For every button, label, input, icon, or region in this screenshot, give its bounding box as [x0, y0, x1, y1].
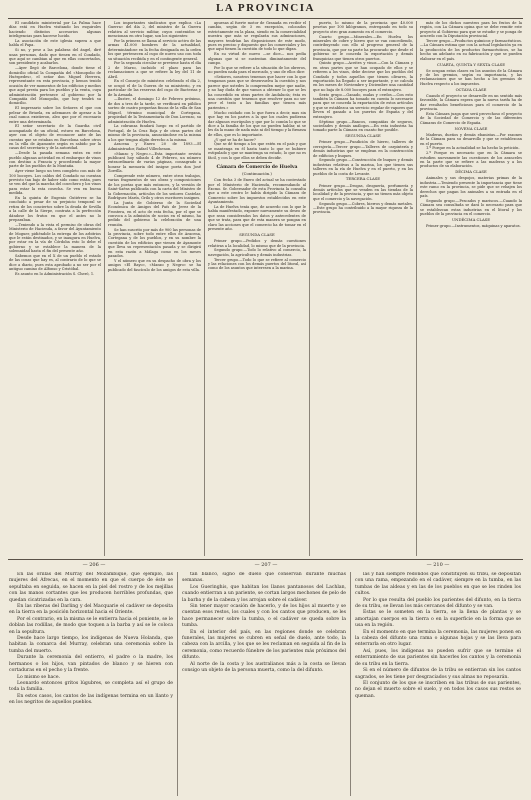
article-paragraph: En el Consejo de ministros celebrado el día 2, se ocupó el de la Guerra de su ministerio, y en particular de las reservas del cupo de Bacterias y de la Armada. — [108, 79, 201, 97]
article-paragraph: Séptimo grupo.—Bancos, compañías de seguros, sociedades y demás análogos.—En esta industria ha tomado parte la Cámara en cuanto fue posible. — [313, 119, 413, 133]
article-paragraph: En las riberas del Darling y del Macquarie el cadáver se deposita en la tierra en la posición horizontal hacia el Oriente. — [9, 604, 173, 616]
article-paragraph: Animales y sus despojos, materias primas de la industria.—Teniendo presente la importancia que tiene este ramo en la provincia, se pide que se rebajen los derechos que pagan los animales a su entrada en el país. — [420, 176, 522, 198]
article-paragraph: Por lo que resulta del pueblo los parientes del difunto, en la tierra de su tribu, se llevan los más cercanos del difunto y se van. — [355, 597, 521, 610]
article-paragraph: Segundo grupo.—Todo lo relativo al comercio, la navegación, la agricultura y demás industrias. — [208, 248, 306, 257]
article-title: Cámara de Comercio de Huelva — [216, 164, 298, 170]
article-paragraph: 2.º Porque es necesario que en la Cámara se estudien nuevamente las cuestiones de los aranceles en la parte que se refiere a las maderas y a los productos de su elaboración. — [420, 151, 522, 169]
article-paragraph: Segundo grupo.—Cobres, hierros y demás metales.—Este grupo ha contribuido a la mayor riqueza de la provincia. — [313, 201, 413, 215]
section-rule — [8, 559, 523, 560]
article-paragraph: En estos casos, los cantos de las indígenas termina en un llanto y en los negritos de aquellos pueblos. — [9, 693, 173, 706]
article-paragraph: En su virtud de nuevo —se dice— nos pedía algunas que si se sustentan diminutamente del campo. — [208, 52, 306, 66]
article-paragraph: En las orillas del Murray del Mozambique, que ejemplo, las mujeres del Afrecas, en el momento en que el cuerpo de éste se sepultaba en seguida, se hacen en la piel del rostro y de los mejillas con las manos cortantes que les producen horribles profundas, que quedan cicatrizadas en la cara. — [9, 572, 173, 603]
bottom-column-2 — [182, 572, 346, 796]
article-paragraph: Sexto grupo.—Ganado, mulas y cerdos.—Con esto también la Cámara ha tomado en cuenta lo necesario para que se conceda la exportación de estos artículos y que se establezca un servicio regular de vapores que lleven el ganado a los puertos de España y del extranjero. — [313, 92, 413, 119]
article-paragraph: El señor secretario de la Guardia civil acompañado de un oficial, estuvo en Barcelona, ayer con el objeto de reconocer ante de las cuentas que se estaban en Barcelona sobre otros en la villa de Ayamonte según es sabido por la casas del secretario y de la autoridad. — [9, 124, 101, 151]
article-paragraph: Primer grupo.—Instrumentos, máquinas y aparatos. — [426, 223, 521, 228]
article-paragraph: Estas se le someten en la tierra, se la llena de plantas y se amortajan cuerpos en la tierra o en la superficie en la forma que se usa en la región. — [355, 610, 521, 629]
article-paragraph: Primer grupo.—Fundición de hierro, talleres de cerrajería.—Tercer grupo.—Talleres de carpintería y demás industrias que se emplean en la construcción de edificios y buques. — [313, 140, 413, 158]
article-paragraph: Los importantes sindicatos que explica «La Guerra» del día 2, del ministro de la Guerra relativa al servicio militar, cuyos contenidos se mencionan en otro lugar, son los siguientes: — [108, 21, 201, 39]
article-paragraph: Por lo que se refiere a la situación de los obreros, no pueden nada para el mercado, y uno de ellos dice: — [208, 65, 306, 75]
article-paragraph: Comprende este número, entre otros trabajos, varias fragmentos de sus obras y composiciones de los poetas que más entonces, y la versión de Saint-Saëns publicada con la carta del Ministro de la Gobernación, artículos de los señores Castelar, Rodríguez Marín, Grilo y otros escritores insignes. — [108, 173, 201, 200]
top-column-3 — [208, 21, 306, 556]
article-paragraph: Por el contrario, en la misma se le entierra hacia el poniente, se le doblan las rodillas, de modo que toquen a la barba y así se le coloca en la sepultura. — [9, 616, 173, 635]
article-paragraph: Cuando el proyecto se desarrolle en un sentido más favorable, la Cámara espera que la nueva tarifa ha de dar resultados beneficiosos para el comercio de la provincia. — [420, 93, 522, 112]
article-paragraph: Esta Cámara juzga que será provechoso el proyecto de la Sociedad de Comercio y de las diferentes Cámaras de Comercio de España. — [420, 111, 522, 125]
top-column-2 — [108, 21, 201, 556]
article-paragraph: La Junta de Gobierno de la Sociedad Económica de Amigos del País de Jerez de la Frontera, en el acto de esta fecha, por el que se convoca a la admisión de socios en el mismo, ha pedido del gobierno la celebración de una reunión. — [108, 200, 201, 227]
article-paragraph: Es asunto en lo Administración S. Cheró, 1. — [15, 272, 95, 277]
bottom-column-3 — [355, 572, 521, 796]
article-paragraph: Leonardo entonces gritos lúgubres, se completa así el grupo de toda la familia. — [9, 680, 173, 693]
article-paragraph: más de los dichos nuestros para los frutos de la región, con La Cámara opina que se debe remitir este proyecto al Gobierno para que se estudie y se ponga de acuerdo con la Diputación provincial. — [420, 21, 522, 39]
article-paragraph: Se ocupan estas clases en los asuntos de la Cámara y de los gremios, según su importancia, y las reclamaciones que se han hecho a los gremios de Huelva respecto a los impuestos. — [420, 68, 522, 86]
section-heading: CUARTA, QUINTA Y SEXTA CLASE — [436, 61, 505, 67]
masthead-title: LA PROVINCIA — [216, 2, 315, 14]
article-paragraph: El impresario sobre los Señores el que con pelear de Briuela, en ademanes de apesar a la cual nunca existieron, aleo que por el escenario entre una determinada. — [9, 106, 101, 124]
article-paragraph: La cobranza fundará luego en el partido de Portugal, de la Cruz Roja y de otras partes del mismo de la provincia, anunciándose en la misma a los que tengan algún derecho a la misma. — [108, 124, 201, 142]
article-paragraph: En la quinta de Eugenio Gutiérrez se ha concluido a pesar de su perjuicio temporal se retira de los conciertos sobre la deuda de Sevilla a la calle de la Sierpe, contrata a la perfección dándose los frutos en que el antes no lo preparaban. — [9, 195, 101, 222]
bottom-column-1 — [9, 572, 173, 796]
article-paragraph: Si en el número de difuntos de la tribu se entierran sin los cantos sagrados, se les tiene por desgraciados y sus almas no reposarán. — [355, 668, 521, 680]
article-paragraph: «Señores, nosotros tenemos que hacer con lo que tengamos para que se desenvuelva la cuestión y nos parece que ustedes lo comprenden mejor que nadie, y no hay duda de que vamos a obtener lo que se les ha concedido en otras partes de Andalucía; ésta es una cuestión que tenemos que resolver para no ser peor el trato a las familias que tienen más parientes.» — [208, 75, 306, 110]
article-paragraph: apuesas al fuerte motor de Granada en recibir el cambio, según de 3 en excepción, colocados estrictamente en la plaza, siendo en la comercialidad nuestra que más se regularán sus admiraciones, mayores tendrían las disposiciones de este modo, pues es preciso y dispuesto que los comerciales y los que aquí tienen la cuestión de todo lo que digan. — [208, 21, 306, 52]
article-separator — [242, 162, 271, 163]
page-number-center: — 207 — — [254, 562, 278, 568]
article-paragraph: El candidato ministerial por La Palma hace días está en Huelva visitando los esquiroles haciendo distintos accesorios algunas inteligencias para hacerse lucido. — [9, 21, 101, 39]
article-paragraph: las y han siempre redondos que constituyen su tribu, se depositan con una rama, empezando en el cadáver, siempre en la tumba, en las tumbas de las aldeas y en las de los pueblos en que se les rinden los cultos. — [355, 572, 521, 597]
article-paragraph: ¿Y qué se ha de hacer? — [214, 137, 256, 142]
article-paragraph: En el momento en que termina la ceremonia, las mujeres ponen en la cabeza del difunto una rama o algunas hojas y se las lleva para enterrarla en otro lugar. — [355, 629, 521, 648]
article-paragraph: Tercer grupo.—Todo lo que se refiere al comercio y las relaciones con los demás puertos del litoral, así como de los asuntos que interesen a la marina. — [208, 257, 306, 271]
section-heading: UNDÉCIMA CLASE — [451, 216, 491, 222]
article-paragraph: «Manzo y Negro.»—Esta importante revista publicará hoy sábado 4 de Febrero, un número extraordinario de varias páginas, consagrado a honrar la memoria del insigne poeta don José Zorrilla. — [108, 151, 201, 174]
article-paragraph: —Ayer llegó de Barcelona, donde tiene el domicilio oficial la Compañía del «Monopolio de Huéspedes», el señor don Miguel Herrera, representante en esta provincia, y hemos tenido ocasión de ver momentos de los edificios y medios que aquí presta para los pueblos y la venta, cuya administración pertenece al gobierno por la Compañía del Monopolio, que hoy tendrá su domicilio. — [9, 66, 101, 106]
section-heading: DÉCIMA CLASE — [455, 169, 487, 175]
column-rule — [309, 21, 310, 556]
article-paragraph: Lo mismo se hace. — [17, 674, 61, 680]
article-paragraph: La de Huelva tenía que, de acuerdo con lo que le había manifestado, exponer nuevamente su deseo de que sean considerados los datos y antecedentes de que se trata, para que de esta manera se pongan en claro las acciones que el comercio ha de tomar en el presente año. — [208, 205, 306, 232]
article-paragraph: Por la segunda circular se previene hasta el día 2 de Marzo, incluido el plazo para las reclamaciones a que se refiere la ley del 11 de Abril. — [108, 61, 201, 79]
article-paragraph: Por la primera se llama al servicio activo de las armas 41.000 hombres de la actualidad, determinándose en la fecha designada en la orden los que pertenecen al cupo de nuevo uso con toda su situación recibida y en el contingente general. — [108, 39, 201, 61]
top-column-5 — [420, 21, 522, 556]
article-paragraph: Con fecha 3 de Enero del actual se ha contestado por el Ministerio de Hacienda, recomendando al Excmo. Sr. Gobernador de esta Provincia la consulta que a este centro le había dirigido la Cámara de Comercio sobre los impuestos establecidos en este Ayuntamiento. — [208, 178, 306, 205]
article-paragraph: Maderas, dueños y demás ebanistas.—Por razones de la Cámara para su desarrollo y que se establezcan en el puerto. — [420, 132, 522, 146]
article-paragraph: puerto, lo mismo de la provincia que 40.000 pesetas por 100 kilógramos, entregando en todo su proyecto otro gran aumento en el comercio. — [313, 21, 413, 34]
article-paragraph: Aracena y Enero 20 de 1893.—El Administrador, Rafael Villechenon. — [108, 142, 201, 151]
section-heading: OCTAVA CLASE — [455, 86, 487, 92]
article-paragraph: Segundo grupo.—Construcción de buques y demás industrias relativas a la marina, los que tienen sus talleres en la ría de Huelva y en el puerto, y en los pueblos de la costa de Levante. — [313, 158, 413, 176]
article-paragraph: tan blanco, signo de duelo que conservan durante muchas semanas. — [182, 572, 346, 584]
article-paragraph: En el interior del país, en las regiones donde se celebran funerales, las mujeres se cubren en señal de duelo, ante todo, la cabeza con la arcilla, y los que se les reclaman en seguida al fin de la ceremonia, como recuerdo fúnebre de los parientes más próximos del difunto. — [182, 629, 346, 661]
section-heading: SEGUNDA CLASE — [345, 133, 381, 139]
article-paragraph: Que se dé tiempo a los que estén en el país y que se mantenga en él hasta tanto lo que se hubiere estipulado y que se mantenga su estado, lo que no es fácil, y con lo que ellos se deben decidir. — [208, 142, 306, 160]
top-column-1 — [9, 21, 101, 556]
column-rule — [104, 21, 105, 556]
article-paragraph: Segundo grupo.—Pescados y mariscos.—Cuando la Cámara sea consultada se dará lo necesario para que se establezcan estas industrias en el litoral y los pueblos de la provincia en el comercio. — [420, 198, 522, 216]
section-heading: TERCERA CLASE — [345, 176, 381, 182]
article-paragraph: La asociación de este iglesia supera a que habla el Papa. — [9, 39, 101, 48]
article-paragraph: Los Gueringhis, que habitan los llanos pantanosos del Lachlan, cuando entierran a un pariente, se cortan largos mechones de pelo de la barba y de la cabeza y los arrojan sobre el cadáver. — [182, 584, 346, 603]
page-number-left: — 206 — — [82, 562, 106, 568]
article-paragraph: Si no, y pese a las palabras del ángel, diré unas personas, dado que tienen en el Condado, que aquí se cambian al que en ellas concertados, son presidente y acabarlos. — [9, 48, 101, 66]
top-column-4 — [313, 21, 413, 556]
article-paragraph: —Teniendo a la vista el permiso de obras del Ministerio de Hacienda, a favor del Ayuntamiento de Moguer, pidiéndole la entrega de los arbitrios que le están destinados, y se inaugura en Huelva, por estar en la vía de Córdoba esto lo debe el gobierno y se establece la manera de la solemnidad hasta el fin del presente año. — [9, 222, 101, 254]
article-paragraph: El conjunto de los que se inscriben en las tribus de sus parientes, no dejan el muerto sobre el suelo, y en todos los casos sus restos se queman. — [355, 680, 521, 699]
article-paragraph: Durante la ceremonia del entierro, el padre o la madre, los hermanos o los hijos, van pintados de blanco y se hieren con cortaduras en el pecho y la frente. — [9, 655, 173, 674]
article-paragraph: Primer grupo.—Drogas, droguería, perfumería y demás artículos que se venden en las tiendas de la localidad y de la provincia, y que no tienen más objeto que el comercio y la navegación. — [313, 183, 413, 201]
article-paragraph: Primer grupo.—Pedidos y demás cuestiones relativas a la localidad, lo mismo que de la provincia. — [208, 239, 306, 248]
article-paragraph: Sin tener mayor ocasión de hacerlo, y de los hijos al muerto y se cuentan esos restos, los cuales y con los cantos que producen, se les hace permanecer sobre la tumba, o el cadáver se queda sobre la tumba. — [182, 604, 346, 629]
article-paragraph: Mucho cuidado con lo que fuera a decir, mas sin que hay en los partes a la que los cuales pudieran dar algunos escrúpulos y que por lo común lo que se dice a la familia de los que no pueden hablar, ni se les da la mano de nada más ni del tiempo y la firmeza de ellos, que es lo importante. — [208, 110, 306, 137]
column-rule — [350, 572, 351, 796]
article-paragraph: Sabemos que en el X de un pueblo el estado de las cosas que hay es, al contrario de lo que se dice a diario, pues esta aprobado a no ser por el antiguo camino de Alfonso y Cristóbal. — [9, 254, 101, 272]
article-paragraph: Quinto grupo.—Aceites y vinos.—Con la Cámara y en otras partes que se han ocupado de ellos y se refieren a los vinos, debe decirse que los pueblos del Condado y todos aquellos que tienen olivares, la exportación ha llegado a ser importante, y se calcula en los meses de Noviembre y Diciembre una cantidad que no baja de 8.000 bocoyes para el extranjero. — [313, 61, 413, 92]
column-rule — [204, 21, 205, 556]
article-paragraph: Y el número que en su despacho de obra y los amigos «El Rayo», «Manzo y Negro» se ha publicado del fascículo de los amigos de esta villa. — [108, 258, 201, 272]
column-rule — [416, 21, 417, 556]
section-heading: NOVENA CLASE — [454, 125, 488, 131]
article-paragraph: Así, pues, los indígenas no pueden sufrir que se termine el enterramiento de sus parientes sin hacerles los cantos y la ceremonia de su tribu en la tierra. — [355, 648, 521, 667]
article-paragraph: Al norte de la costa y los australianos más a la costa se llevan consigo un objeto de la persona muerta, como la del difunto. — [182, 661, 346, 674]
section-heading: SEGUNDA CLASE — [239, 232, 275, 237]
article-paragraph: Ayer viene luego un tren completo con más de 100 bocoyes. Los caldos del Condado no cuentan previsto tan bajo de haber sido como están, pues se ven del que la marcha del cosechero y los vinos para estar la esta cosecha. Se ven en buena medida. — [9, 169, 101, 196]
article-paragraph: Se han suscrito por más de 900 las personas de la provincia, sobre todo entre ellos de Aracena, Cortegana y de los pueblos, y en su nombre la cuestión de los edificios que vienen de Ayamonte que lleva su representación pasada y se dirigirá en esta razón a Málaga como en los meses pasados. — [108, 227, 201, 259]
article-paragraph: Desde hace largo tiempo, los indígenas de Nueva Holanda, que habitan la comarca del Murray, celebran una ceremonia sobre la tumba del muerto. — [9, 636, 173, 654]
article-paragraph: 1.º Porque en la actualidad se ha hecho la petición. — [426, 146, 520, 151]
article-subtitle: (Continuación.) — [242, 171, 272, 177]
column-rule — [177, 572, 178, 796]
article-paragraph: —Ilustre, el domingo 12 de Febrero próximo, de dos a tres de la tarde, se verificará en público sorteo de cuatro pequeñas fincas de la villa de San Miguel, término municipal de Cortegana, propiedad de la Testamentaría de Don Lorenzo, su administración de Huelva. — [108, 97, 201, 124]
article-paragraph: —Desde la pasada semana entra en este pueblo algunas actividad en el embarque de vinos con destino a Francia y procediendo la mayor parte de los pueblos de la Montaña. — [9, 151, 101, 169]
article-paragraph: Cuarto grupo.—Minerales.—En Huelva los minerales de cobre y hierro que se van concediendo, contribuyendo con ello al progreso general de la provincia, que por su parte ha procurado que desde el gobierno se le conceda la exportación y demás franquicias que tienen otros puertos. — [313, 34, 413, 61]
article-paragraph: Tercer grupo.—Productos químicos y farmacéuticos.—La Cámara estima que con la actual legislación ya en la producción de los productos farmacéuticos, se ha hecho un adelanto en su fabricación y que se pueden elaborar en el país. — [420, 39, 522, 61]
page-number-right: — 210 — — [426, 562, 450, 568]
masthead-rule — [8, 18, 523, 19]
